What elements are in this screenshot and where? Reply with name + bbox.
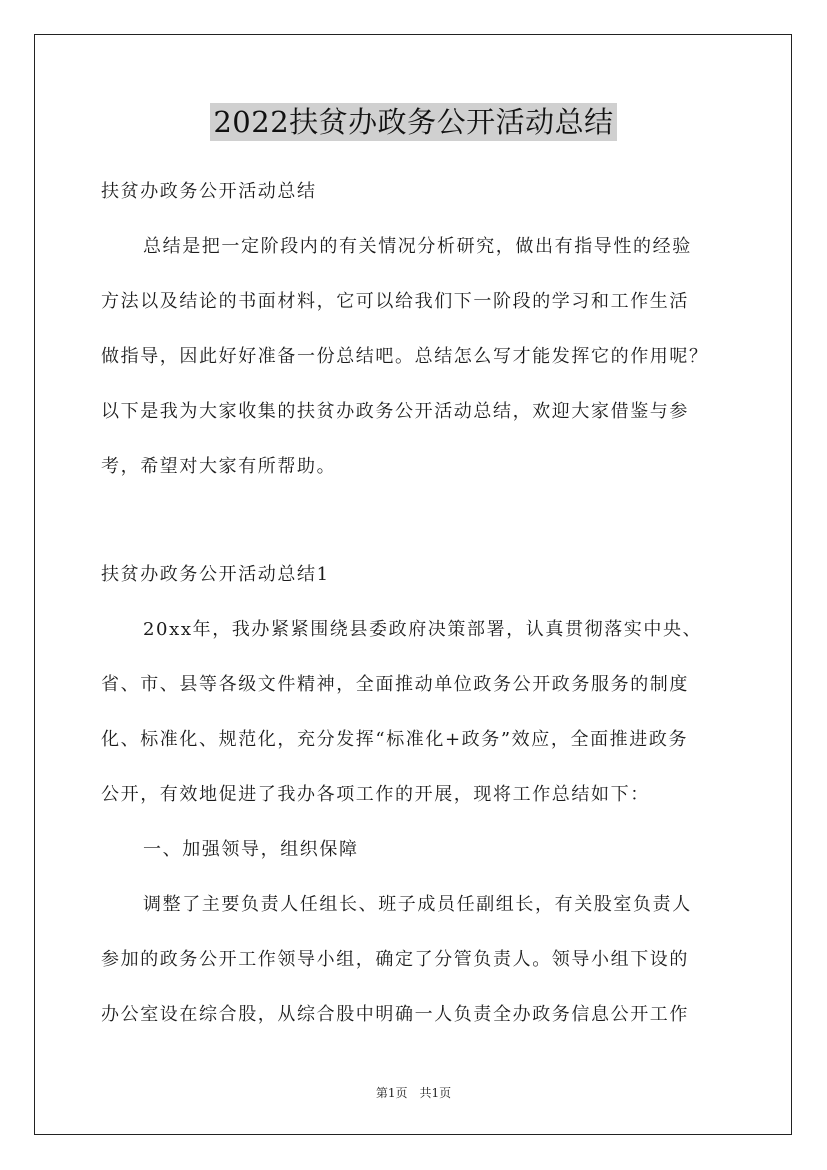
paragraph-line: 总结是把一定阶段内的有关情况分析研究，做出有指导性的经验 [143, 236, 692, 257]
section-heading: 扶贫办政务公开活动总结 [101, 181, 317, 202]
document-title: 2022扶贫办政务公开活动总结 [210, 103, 616, 141]
title-container [0, 103, 827, 141]
paragraph-line: 化、标准化、规范化，充分发挥“标准化+政务”效应，全面推进政务 [101, 729, 689, 750]
paragraph-line: 公开，有效地促进了我办各项工作的开展，现将工作总结如下： [101, 784, 650, 805]
page-number-footer: 第1页 共1页 [375, 1086, 452, 1100]
paragraph-line: 参加的政务公开工作领导小组，确定了分管负责人。领导小组下设的 [101, 949, 689, 970]
section-heading: 扶贫办政务公开活动总结1 [101, 564, 330, 585]
paragraph-line: 调整了主要负责人任组长、班子成员任副组长，有关股室负责人 [143, 894, 692, 915]
paragraph-line: 省、市、县等各级文件精神，全面推动单位政务公开政务服务的制度 [101, 674, 689, 695]
paragraph-line: 20xx年，我办紧紧围绕县委政府决策部署，认真贯彻落实中央、 [143, 619, 703, 640]
paragraph-line: 方法以及结论的书面材料，它可以给我们下一阶段的学习和工作生活 [101, 291, 689, 312]
paragraph-line: 考，希望对大家有所帮助。 [101, 456, 337, 477]
subsection-heading: 一、加强领导，组织保障 [143, 839, 359, 860]
paragraph-line: 办公室设在综合股，从综合股中明确一人负责全办政务信息公开工作 [101, 1004, 689, 1025]
paragraph-line: 做指导，因此好好准备一份总结吧。总结怎么写才能发挥它的作用呢？ [101, 346, 709, 367]
paragraph-line: 以下是我为大家收集的扶贫办政务公开活动总结，欢迎大家借鉴与参 [101, 401, 689, 422]
